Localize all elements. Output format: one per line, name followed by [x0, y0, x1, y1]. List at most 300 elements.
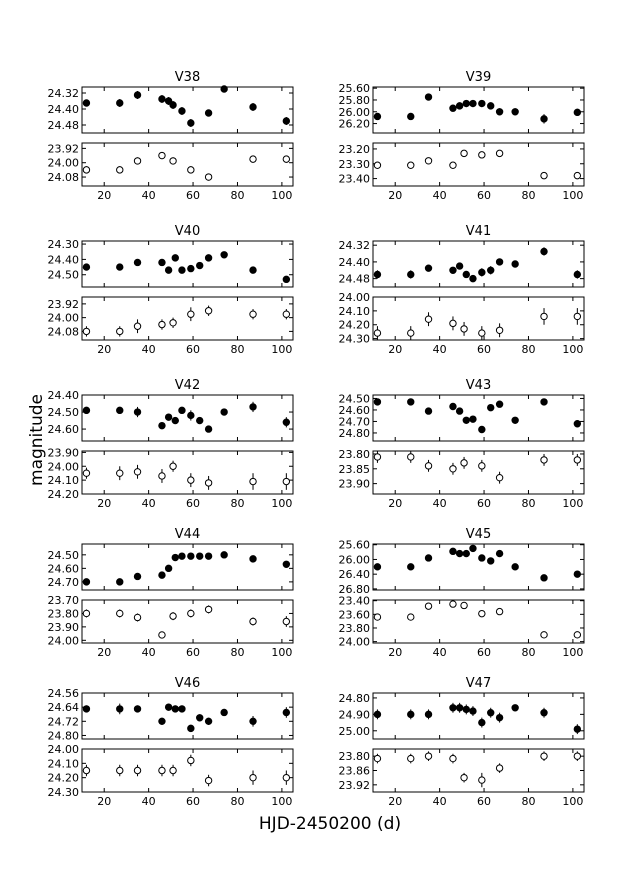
upper-point: [117, 407, 123, 413]
upper-point: [574, 109, 580, 115]
lower-point: [159, 152, 165, 158]
y-tick-label: 24.70: [338, 415, 370, 429]
panels: [48, 70, 585, 808]
upper-point: [470, 100, 476, 106]
lower-point: [374, 162, 380, 168]
upper-point: [456, 550, 462, 556]
lower-point: [134, 469, 140, 475]
x-tick-label: 40: [141, 646, 156, 659]
lower-point: [205, 606, 211, 612]
lower-point: [541, 632, 547, 638]
lower-point: [188, 477, 194, 483]
upper-point: [470, 708, 476, 714]
lower-frame: [373, 451, 584, 494]
lower-point: [408, 614, 414, 620]
upper-point: [374, 564, 380, 570]
x-tick-label: 40: [432, 497, 447, 510]
x-tick-label: 40: [432, 795, 447, 808]
y-tick-label: 23.92: [47, 142, 79, 156]
lower-point: [479, 152, 485, 158]
lower-point: [450, 162, 456, 168]
upper-point: [205, 426, 211, 432]
panel-v44: [48, 527, 294, 659]
lower-point: [205, 777, 211, 783]
y-tick-label: 24.40: [47, 103, 79, 116]
upper-point: [479, 426, 485, 432]
x-tick-label: 20: [388, 795, 403, 808]
upper-frame: [82, 693, 293, 739]
panel-v42: [48, 378, 294, 510]
y-tick-label: 26.80: [338, 582, 370, 596]
upper-point: [165, 565, 171, 571]
x-tick-label: 40: [141, 343, 156, 356]
upper-point: [172, 417, 178, 423]
upper-point: [512, 417, 518, 423]
upper-point: [134, 706, 140, 712]
lower-point: [374, 330, 380, 336]
upper-point: [496, 259, 502, 265]
upper-point: [83, 100, 89, 106]
x-tick-label: 60: [477, 497, 492, 510]
upper-point: [159, 572, 165, 578]
upper-frame: [373, 693, 584, 739]
x-tick-label: 20: [388, 189, 403, 202]
panel-v47: [339, 676, 585, 808]
lower-point: [83, 470, 89, 476]
lower-point: [574, 753, 580, 759]
panel-v46: [48, 676, 294, 808]
upper-point: [205, 718, 211, 724]
x-tick-label: 80: [230, 343, 245, 356]
lower-point: [134, 614, 140, 620]
panel-v45: [339, 527, 585, 659]
upper-point: [488, 404, 494, 410]
y-tick-label: 24.40: [338, 255, 370, 269]
lower-point: [134, 323, 140, 329]
x-tick-label: 20: [388, 646, 403, 659]
lower-point: [496, 765, 502, 771]
lower-point: [450, 755, 456, 761]
y-tick-label: 24.08: [47, 325, 79, 339]
x-tick-label: 100: [562, 189, 584, 202]
lower-point: [541, 457, 547, 463]
y-tick-label: 26.00: [338, 553, 370, 567]
upper-point: [165, 267, 171, 273]
x-tick-label: 40: [141, 189, 156, 202]
y-tick-label: 23.80: [338, 750, 370, 764]
upper-point: [165, 704, 171, 710]
y-tick-label: 24.20: [47, 488, 79, 501]
y-tick-label: 24.10: [47, 474, 79, 488]
upper-point: [283, 419, 289, 425]
upper-point: [179, 706, 185, 712]
upper-point: [374, 711, 380, 717]
upper-point: [470, 275, 476, 281]
lower-point: [159, 321, 165, 327]
lower-point: [250, 774, 256, 780]
x-tick-label: 80: [521, 497, 536, 510]
upper-point: [179, 108, 185, 114]
upper-point: [172, 706, 178, 712]
x-tick-label: 60: [477, 343, 492, 356]
upper-point: [221, 409, 227, 415]
upper-point: [541, 575, 547, 581]
y-tick-label: 24.00: [47, 311, 79, 325]
y-tick-label: 24.08: [47, 171, 79, 185]
lower-point: [205, 174, 211, 180]
y-tick-label: 24.30: [338, 332, 370, 346]
x-tick-label: 60: [186, 646, 201, 659]
lower-point: [496, 327, 502, 333]
x-tick-label: 60: [186, 795, 201, 808]
upper-point: [172, 255, 178, 261]
upper-point: [250, 718, 256, 724]
lower-point: [250, 618, 256, 624]
upper-point: [159, 259, 165, 265]
lower-point: [496, 150, 502, 156]
y-tick-label: 24.00: [47, 634, 79, 648]
lower-point: [283, 156, 289, 162]
lower-point: [408, 162, 414, 168]
lower-frame: [82, 143, 293, 186]
upper-point: [159, 96, 165, 102]
upper-point: [408, 113, 414, 119]
y-tick-label: 24.80: [338, 691, 370, 705]
y-tick-label: 24.64: [47, 701, 79, 715]
upper-point: [574, 726, 580, 732]
x-tick-label: 100: [562, 646, 584, 659]
x-tick-label: 80: [230, 646, 245, 659]
upper-point: [479, 719, 485, 725]
x-tick-label: 20: [388, 497, 403, 510]
lower-point: [425, 316, 431, 322]
y-tick-label: 24.80: [338, 426, 370, 440]
y-tick-label: 25.60: [338, 82, 370, 96]
y-tick-label: 24.20: [47, 771, 79, 785]
upper-point: [488, 710, 494, 716]
upper-point: [541, 710, 547, 716]
y-tick-label: 23.40: [338, 594, 370, 608]
upper-frame: [373, 544, 584, 590]
panel-title: V39: [465, 70, 492, 85]
upper-point: [574, 421, 580, 427]
y-tick-label: 24.60: [47, 423, 79, 437]
upper-point: [450, 267, 456, 273]
upper-point: [159, 422, 165, 428]
lower-point: [541, 172, 547, 178]
upper-point: [456, 103, 462, 109]
x-tick-label: 20: [97, 343, 112, 356]
upper-point: [283, 118, 289, 124]
lower-point: [283, 774, 289, 780]
upper-point: [450, 548, 456, 554]
lower-point: [283, 478, 289, 484]
upper-point: [117, 100, 123, 106]
panel-title: V46: [174, 676, 201, 691]
x-tick-label: 100: [271, 646, 293, 659]
y-tick-label: 24.32: [338, 239, 370, 253]
y-tick-label: 24.32: [47, 87, 79, 100]
upper-point: [188, 120, 194, 126]
upper-point: [197, 553, 203, 559]
upper-point: [374, 399, 380, 405]
upper-frame: [82, 544, 293, 590]
lower-point: [134, 767, 140, 773]
lower-point: [408, 755, 414, 761]
upper-point: [463, 100, 469, 106]
lower-frame: [82, 451, 293, 494]
lower-point: [425, 158, 431, 164]
x-tick-label: 100: [562, 497, 584, 510]
lower-point: [479, 610, 485, 616]
y-tick-label: 24.50: [47, 406, 79, 420]
x-tick-label: 40: [432, 189, 447, 202]
x-tick-label: 60: [477, 795, 492, 808]
upper-point: [159, 718, 165, 724]
x-tick-label: 100: [562, 795, 584, 808]
y-tick-label: 23.90: [338, 477, 370, 491]
x-tick-label: 100: [271, 795, 293, 808]
upper-point: [512, 705, 518, 711]
y-tick-label: 23.85: [338, 462, 370, 476]
upper-point: [408, 564, 414, 570]
lower-point: [117, 610, 123, 616]
lower-point: [496, 474, 502, 480]
y-tick-label: 24.48: [338, 272, 370, 286]
y-tick-label: 24.50: [47, 548, 79, 562]
upper-point: [283, 709, 289, 715]
x-tick-label: 20: [97, 795, 112, 808]
panel-title: V42: [174, 378, 201, 393]
y-tick-label: 24.56: [47, 687, 79, 700]
x-tick-label: 20: [97, 497, 112, 510]
lower-frame: [82, 600, 293, 643]
lower-point: [425, 603, 431, 609]
upper-point: [374, 113, 380, 119]
upper-point: [221, 709, 227, 715]
y-tick-label: 23.20: [338, 142, 370, 156]
upper-point: [512, 109, 518, 115]
upper-point: [188, 553, 194, 559]
y-tick-label: 24.10: [338, 304, 370, 318]
lower-point: [461, 460, 467, 466]
upper-point: [283, 276, 289, 282]
y-tick-label: 24.80: [47, 729, 79, 743]
upper-point: [463, 417, 469, 423]
upper-point: [496, 714, 502, 720]
y-tick-label: 24.00: [338, 291, 370, 304]
lower-point: [170, 320, 176, 326]
panel-title: V47: [465, 676, 492, 691]
x-tick-label: 20: [97, 189, 112, 202]
upper-point: [574, 571, 580, 577]
x-tick-label: 40: [432, 343, 447, 356]
x-tick-label: 40: [141, 795, 156, 808]
y-tick-label: 24.30: [47, 786, 79, 799]
upper-point: [512, 261, 518, 267]
upper-point: [250, 556, 256, 562]
y-tick-label: 26.40: [338, 568, 370, 582]
upper-point: [574, 271, 580, 277]
y-tick-label: 23.92: [47, 297, 79, 311]
lower-point: [188, 311, 194, 317]
upper-point: [197, 417, 203, 423]
lower-point: [574, 313, 580, 319]
upper-point: [496, 109, 502, 115]
y-tick-label: 24.20: [338, 318, 370, 332]
upper-point: [374, 271, 380, 277]
y-tick-label: 23.80: [47, 607, 79, 621]
x-tick-label: 20: [388, 343, 403, 356]
lower-frame: [373, 600, 584, 643]
lower-point: [374, 614, 380, 620]
panel-v39: [339, 70, 585, 202]
lower-point: [574, 172, 580, 178]
lower-point: [170, 158, 176, 164]
y-tick-label: 24.60: [47, 562, 79, 576]
upper-frame: [373, 395, 584, 441]
upper-point: [425, 94, 431, 100]
upper-point: [479, 555, 485, 561]
lower-point: [425, 463, 431, 469]
y-tick-label: 26.00: [338, 105, 370, 119]
lower-point: [461, 150, 467, 156]
upper-point: [250, 404, 256, 410]
x-axis-label: HJD-2450200 (d): [258, 814, 402, 834]
upper-point: [425, 555, 431, 561]
lower-point: [117, 767, 123, 773]
lower-point: [188, 167, 194, 173]
x-tick-label: 80: [521, 189, 536, 202]
lower-frame: [82, 297, 293, 340]
panel-v41: [339, 224, 585, 356]
upper-point: [456, 263, 462, 269]
upper-point: [83, 407, 89, 413]
lower-frame: [373, 749, 584, 792]
upper-point: [408, 399, 414, 405]
lower-point: [205, 480, 211, 486]
upper-point: [205, 110, 211, 116]
upper-point: [450, 105, 456, 111]
y-tick-label: 24.72: [47, 715, 79, 729]
upper-point: [250, 267, 256, 273]
lower-point: [170, 463, 176, 469]
upper-point: [221, 552, 227, 558]
x-tick-label: 100: [271, 497, 293, 510]
upper-point: [134, 573, 140, 579]
lower-point: [83, 167, 89, 173]
upper-frame: [82, 395, 293, 441]
y-tick-label: 24.40: [47, 389, 79, 402]
lower-point: [170, 767, 176, 773]
panel-title: V40: [174, 224, 201, 239]
x-tick-label: 60: [477, 646, 492, 659]
lower-point: [574, 632, 580, 638]
y-tick-label: 24.00: [338, 635, 370, 649]
upper-point: [456, 705, 462, 711]
upper-point: [134, 259, 140, 265]
y-tick-label: 24.00: [47, 743, 79, 756]
upper-point: [250, 104, 256, 110]
lower-point: [374, 454, 380, 460]
lower-point: [83, 328, 89, 334]
y-tick-label: 23.90: [47, 446, 79, 460]
lower-point: [188, 757, 194, 763]
panel-title: V38: [174, 70, 201, 85]
lower-point: [479, 463, 485, 469]
x-tick-label: 100: [562, 343, 584, 356]
panel-v40: [48, 224, 294, 356]
x-tick-label: 20: [97, 646, 112, 659]
upper-point: [179, 407, 185, 413]
upper-point: [496, 550, 502, 556]
x-tick-label: 100: [271, 343, 293, 356]
lower-point: [83, 767, 89, 773]
y-tick-label: 24.00: [47, 460, 79, 474]
upper-point: [541, 116, 547, 122]
upper-frame: [373, 87, 584, 133]
lower-point: [159, 632, 165, 638]
lower-point: [408, 454, 414, 460]
upper-point: [283, 561, 289, 567]
lower-point: [250, 156, 256, 162]
upper-point: [488, 558, 494, 564]
upper-point: [470, 545, 476, 551]
y-tick-label: 25.60: [338, 538, 370, 552]
x-tick-label: 60: [186, 497, 201, 510]
y-tick-label: 23.92: [338, 778, 370, 792]
lower-point: [117, 470, 123, 476]
lower-point: [250, 478, 256, 484]
upper-point: [197, 715, 203, 721]
y-tick-label: 24.48: [47, 119, 79, 132]
upper-point: [117, 706, 123, 712]
x-tick-label: 40: [141, 497, 156, 510]
x-tick-label: 80: [521, 343, 536, 356]
y-tick-label: 23.80: [338, 447, 370, 461]
x-tick-label: 80: [521, 795, 536, 808]
x-tick-label: 60: [186, 189, 201, 202]
upper-point: [512, 564, 518, 570]
upper-point: [408, 711, 414, 717]
upper-point: [488, 267, 494, 273]
y-tick-label: 24.40: [47, 253, 79, 267]
y-tick-label: 25.80: [338, 93, 370, 107]
upper-point: [425, 711, 431, 717]
upper-point: [134, 92, 140, 98]
y-tick-label: 23.86: [338, 764, 370, 778]
lower-frame: [373, 143, 584, 186]
panel-title: V45: [465, 527, 492, 542]
y-tick-label: 24.10: [47, 757, 79, 771]
x-tick-label: 80: [521, 646, 536, 659]
lower-point: [159, 473, 165, 479]
upper-point: [450, 705, 456, 711]
lower-point: [461, 602, 467, 608]
upper-point: [496, 401, 502, 407]
lower-point: [283, 618, 289, 624]
upper-point: [408, 271, 414, 277]
lower-point: [134, 158, 140, 164]
upper-point: [463, 706, 469, 712]
y-tick-label: 23.60: [338, 608, 370, 622]
lower-point: [425, 753, 431, 759]
lower-point: [117, 167, 123, 173]
upper-frame: [82, 241, 293, 287]
lower-point: [250, 311, 256, 317]
x-tick-label: 40: [432, 646, 447, 659]
upper-point: [479, 100, 485, 106]
